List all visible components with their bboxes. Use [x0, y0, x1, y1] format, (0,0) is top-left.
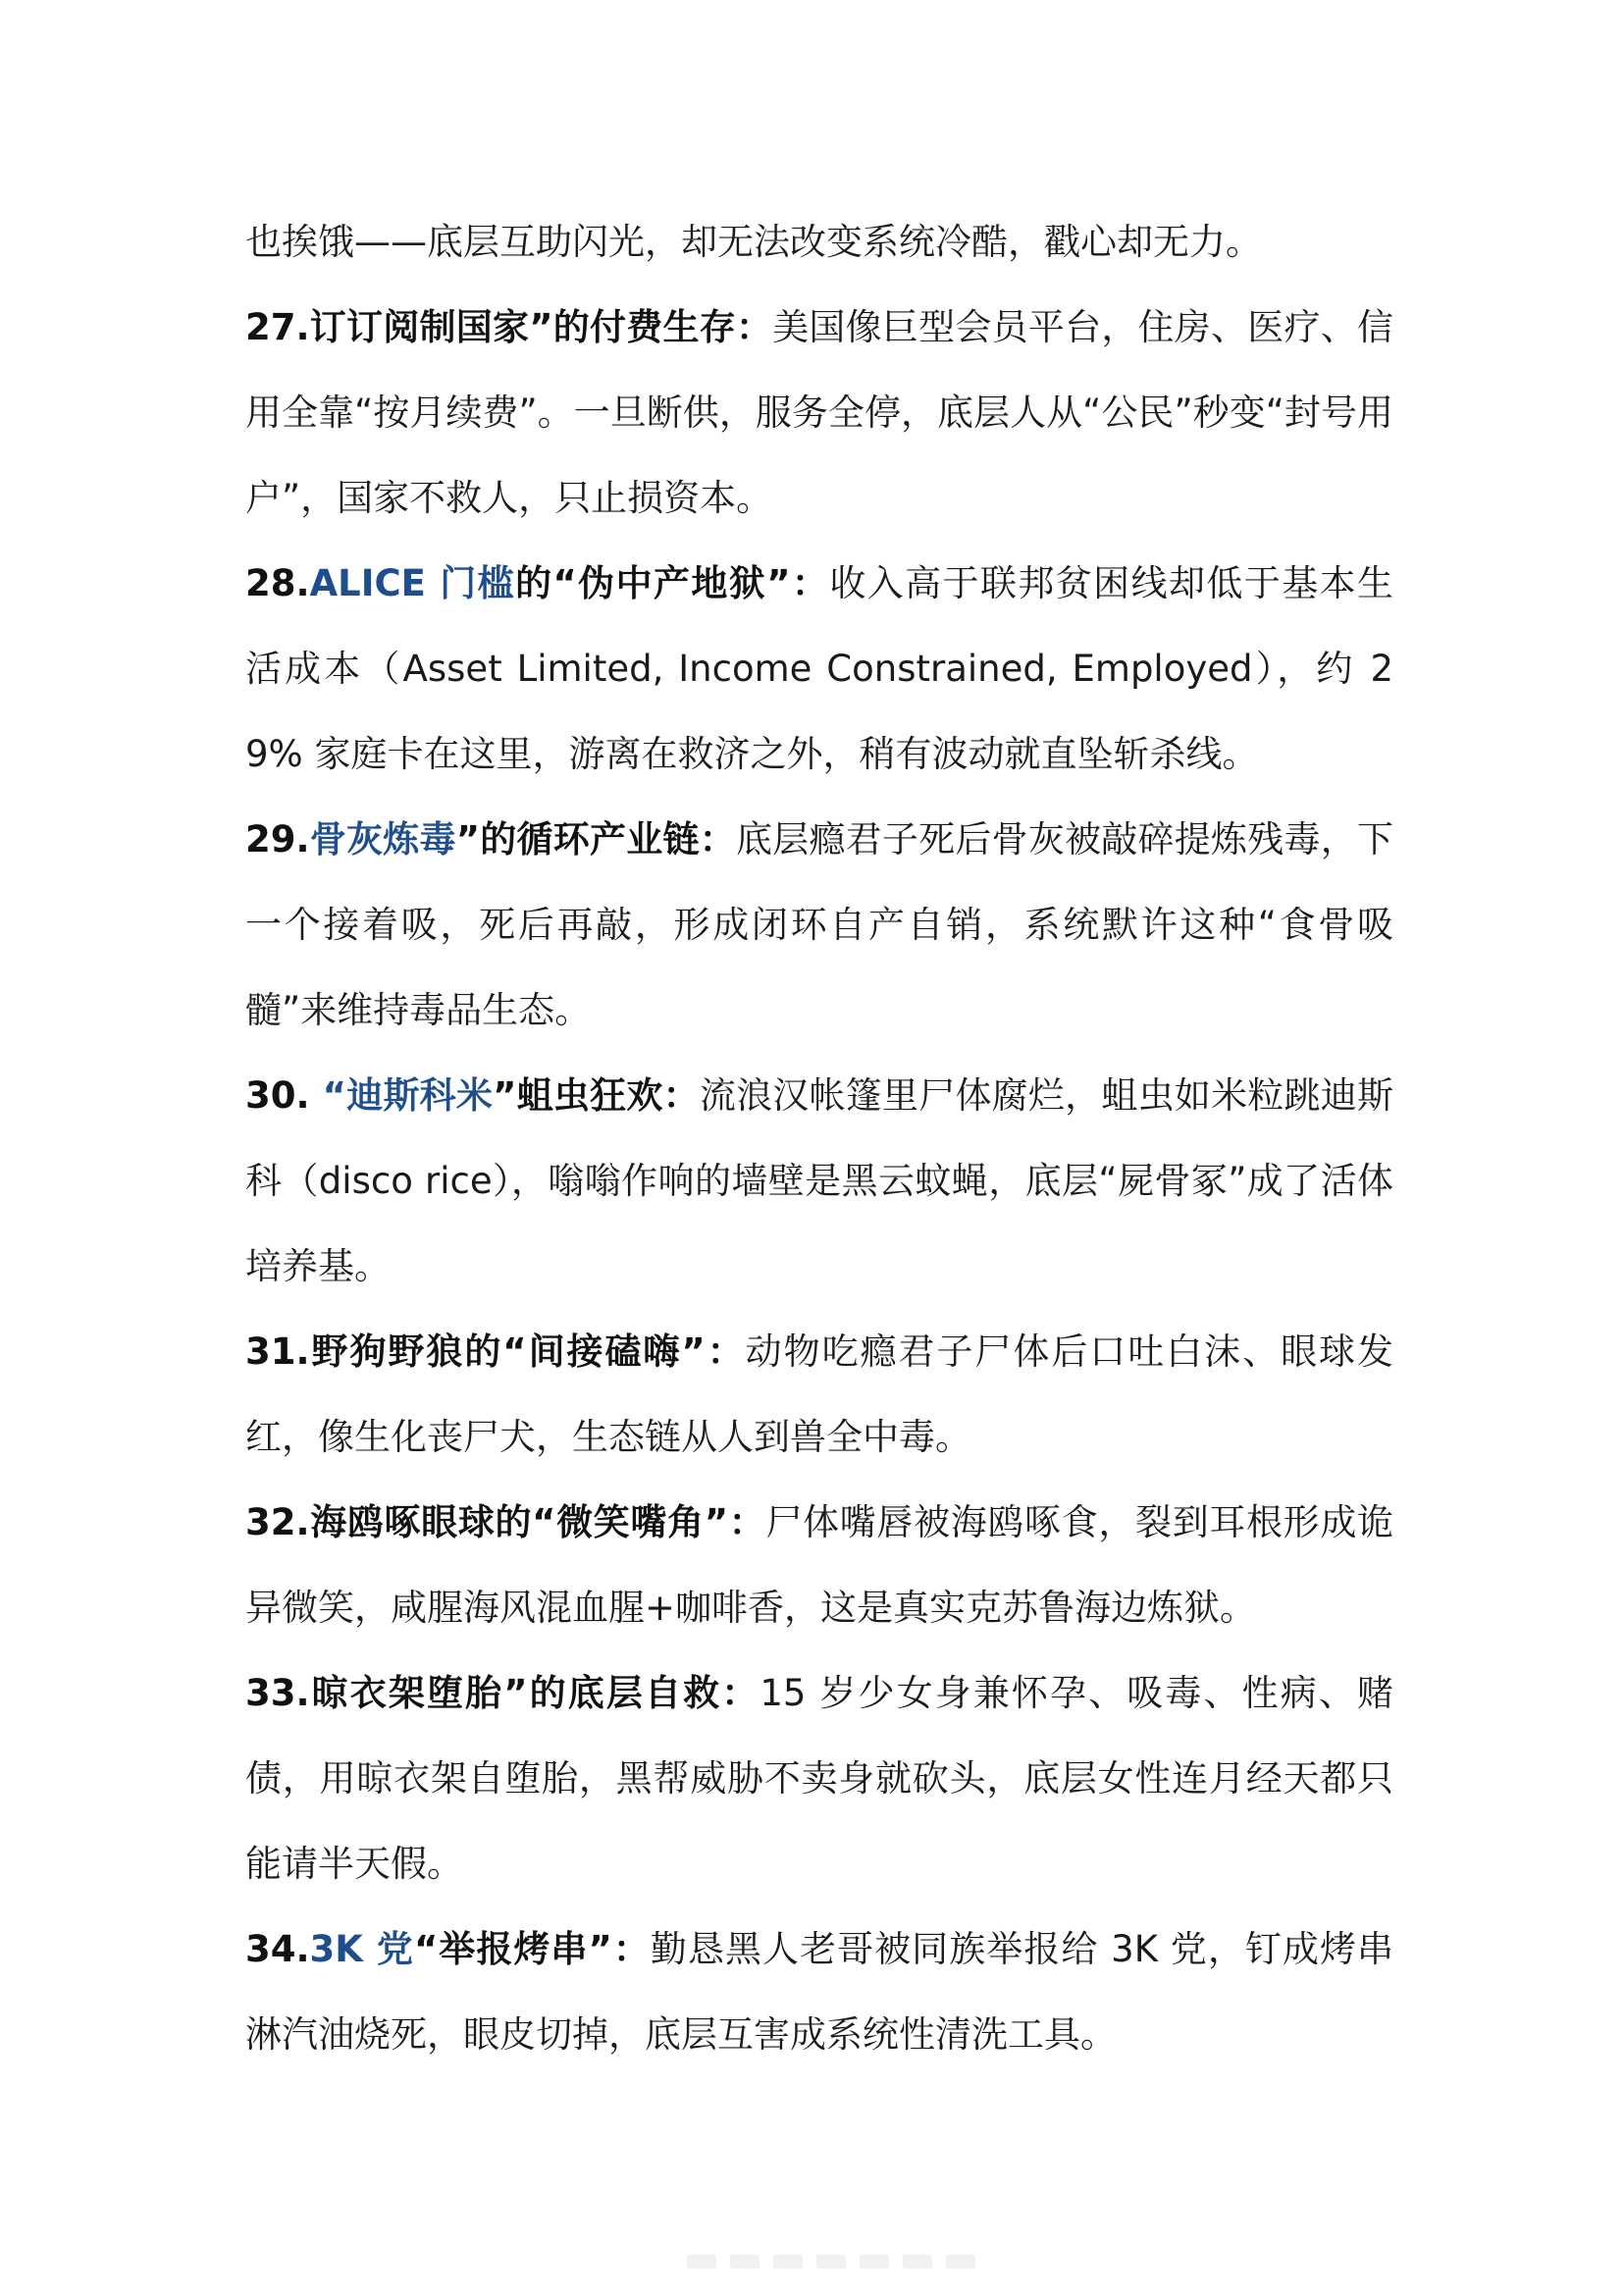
paragraph-item-31 [245, 1309, 1393, 1480]
watermark-block [860, 2255, 889, 2269]
item-34-body: 勤恳黑人老哥被同族举报给 3K 党，钉成烤串淋汽油烧死，眼皮切掉，底层互害成系统性清洗工具。 [245, 1928, 1393, 2056]
faint-watermark [687, 2247, 1001, 2276]
item-33-heading: 33.晾衣架堕胎”的底层自救： [245, 1672, 760, 1714]
item-28-number: 28. [245, 562, 310, 604]
item-27-heading: 27.订订阅制国家”的付费生存： [245, 306, 773, 348]
item-31-heading: 31.野狗野狼的“间接磕嗨”： [245, 1330, 746, 1373]
paragraph-intro-text: 也挨饿——底层互助闪光，却无法改变系统冷酷，戳心却无力。 [245, 221, 1262, 263]
item-33-body: 15 岁少女身兼怀孕、吸毒、性病、赌债，用晾衣架自堕胎，黑帮威胁不卖身就砍头，底层女性连月经天都只能请半天假。 [245, 1672, 1393, 1885]
item-29-number: 29. [245, 818, 310, 861]
paragraph-item-29 [245, 797, 1393, 1053]
item-28-keyword: ALICE 门槛 [309, 562, 516, 604]
watermark-block [903, 2255, 932, 2269]
item-29-body: 底层瘾君子死后骨灰被敲碎提炼残毒，下一个接着吸，死后再敲，形成闭环自产自销，系统默许这种“食骨吸髓”来维持毒品生态。 [245, 818, 1393, 1031]
item-32-body: 尸体嘴唇被海鸥啄食，裂到耳根形成诡异微笑，咸腥海风混血腥+咖啡香，这是真实克苏鲁海边炼狱。 [245, 1501, 1394, 1629]
paragraph-item-33 [245, 1650, 1393, 1906]
document-body [245, 199, 1393, 2077]
item-32-heading: 32.海鸥啄眼球的“微笑嘴角”： [245, 1501, 766, 1543]
paragraph-item-28 [245, 541, 1393, 797]
watermark-block [773, 2255, 803, 2269]
paragraph-item-27 [245, 285, 1393, 541]
item-34-heading: “举报烤串”： [413, 1928, 651, 1970]
watermark-block [730, 2255, 760, 2269]
item-34-keyword: 3K 党 [309, 1928, 414, 1970]
item-29-keyword: 骨灰炼毒 [309, 818, 456, 861]
item-28-heading: 的“伪中产地狱”： [515, 562, 830, 604]
item-27-body: 美国像巨型会员平台，住房、医疗、信用全靠“按月续费”。一旦断供，服务全停，底层人从“公民”秒变“封号用户”，国家不救人，只止损资本。 [245, 306, 1393, 519]
item-28-body: 收入高于联邦贫困线却低于基本生活成本（Asset Limited, Income Constrained, Employed），约 29% 家庭卡在这里，游离在救济之外，稍有波动就直坠斩杀线。 [245, 562, 1394, 775]
item-34-number: 34. [245, 1928, 310, 1970]
item-30-body: 流浪汉帐篷里尸体腐烂，蛆虫如米粒跳迪斯科（disco rice），嗡嗡作响的墙壁是黑云蚊蝇，底层“屍骨冢”成了活体培养基。 [245, 1074, 1393, 1287]
item-30-heading: ”蛆虫狂欢： [493, 1074, 700, 1117]
item-30-number: 30. [245, 1074, 323, 1117]
paragraph-item-32 [245, 1480, 1393, 1650]
paragraph-item-30 [245, 1053, 1393, 1309]
watermark-block [687, 2255, 716, 2269]
paragraph-intro [245, 199, 1393, 285]
item-29-heading: ”的循环产业链： [455, 818, 736, 861]
item-31-body: 动物吃瘾君子尸体后口吐白沫、眼球发红，像生化丧尸犬，生态链从人到兽全中毒。 [245, 1330, 1394, 1458]
item-30-keyword: “迪斯科米 [322, 1074, 494, 1117]
paragraph-item-34 [245, 1906, 1393, 2077]
watermark-block [816, 2255, 846, 2269]
watermark-block [946, 2255, 975, 2269]
